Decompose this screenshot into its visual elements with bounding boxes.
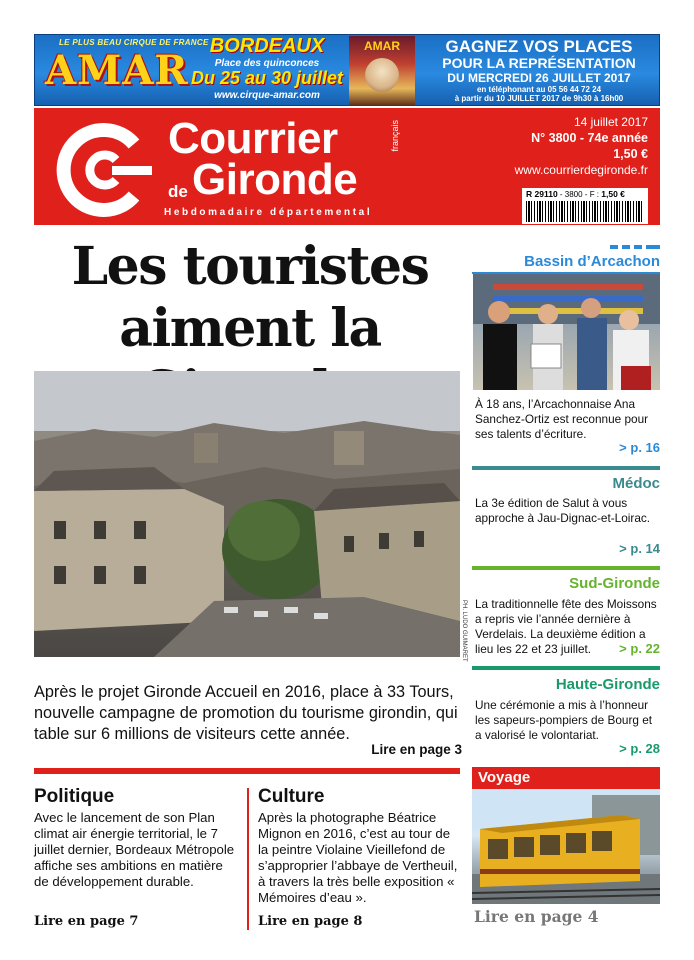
politique-body: Avec le lancement de son Plan climat air énergie territorial, le 7 juillet dernier, Bordeaux Métropole affiche ses ambitions en matière de développement durable. [34,810,235,889]
brand-subtitle: Hebdomadaire départemental [164,207,373,218]
lead-paragraph: Après le projet Gironde Accueil en 2016, place à 33 Tours, nouvelle campagne de promotion du tourisme girondin, qui table sur 6 millions de visiteurs cette année. [34,683,458,743]
sud-gironde-rule [472,566,660,570]
sud-gironde-page-link[interactable]: > p. 22 [619,641,660,656]
culture-read-more-link[interactable]: Lire en page 8 [258,914,363,929]
issue-number: N° 3800 - 74e année [531,131,648,145]
headline-line1: Les touristes [71,236,429,297]
ad-city: BORDEAUX [209,35,325,57]
ad-dates: Du 25 au 30 juillet [190,68,344,88]
masthead [34,108,660,225]
medoc-rule [472,466,660,470]
arcachon-photo-bookstore [473,274,660,390]
sud-gironde-body: La traditionnelle fête des Moissons a repris vie l’année dernière à Verdelais. La deuxième édition a lieu les 22 et 23 juillet. [475,597,657,656]
ad-place: Place des quinconces [214,58,320,69]
barcode-rest: - 3800 - F : [557,190,602,199]
haute-gironde-page-link[interactable]: > p. 28 [619,741,660,756]
medoc-page-link[interactable]: > p. 14 [619,541,660,556]
voyage-title: Voyage [478,769,531,786]
issue-info [515,114,648,178]
barcode-price: 1,50 € [601,189,625,199]
sud-gironde-title: Sud-Gironde [569,575,660,592]
brand-courrier: Courrier [168,114,338,163]
town-rooftops-illustration [34,371,460,657]
politique-title: Politique [34,786,115,807]
ad-tagline: LE PLUS BEAU CIRQUE DE FRANCE [59,38,209,47]
main-photo-saint-emilion [34,371,460,657]
advertisement-banner[interactable] [34,34,660,106]
voyage-read-more-link[interactable]: Lire en page 4 [474,907,599,926]
voyage-photo-tram [472,789,660,904]
arcachon-top-dashes [472,245,660,249]
arcachon-title: Bassin d’Arcachon [524,253,660,270]
arcachon-body: À 18 ans, l’Arcachonnaise Ana Sanchez-Ortiz est reconnue pour ses talents d’écriture. [475,397,649,441]
culture-title: Culture [258,786,325,807]
section-divider [34,768,460,774]
brand-language: français [390,120,400,152]
arcachon-page-link[interactable]: > p. 16 [619,440,660,455]
headline-line2: aiment la [119,298,381,359]
haute-gironde-rule [472,666,660,670]
people-illustration [473,274,660,390]
photo-credit: PH. LUDO GUIMARET [461,600,467,662]
ad-circus-block [35,35,347,106]
medoc-title: Médoc [612,475,660,492]
website-link[interactable]: www.courrierdegironde.fr [514,163,648,177]
column-divider [247,788,249,930]
ad-contest-line3: DU MERCREDI 26 JUILLET 2017 [447,71,631,85]
culture-body: Après la photographe Béatrice Mignon en 2016, c’est au tour de la peintre Violaine Vieillefond de s’approprier l’abbaye de Vertheuil, à travers la très belle exposition « Mémoires d’eau ». [258,810,458,905]
ad-contest-line1: GAGNEZ VOS PLACES [445,37,633,56]
ad-poster-title: AMAR [364,39,400,53]
issue-price: 1,50 € [613,147,648,161]
courrier-logo-icon [48,122,156,218]
barcode-bars [526,201,644,222]
ad-circus-logo: AMAR [45,47,189,94]
barcode [522,188,648,224]
elephant-illustration [365,58,399,92]
brand-de: de [168,182,188,201]
haute-gironde-body: Une cérémonie a mis à l’honneur les sapeurs-pompiers de Bourg et a valorisé le volontariat. [475,698,653,742]
medoc-body: La 3e édition de Salut à vous approche à Jau-Dignac-et-Loirac. [475,496,651,525]
ad-contest-line4: en téléphonant au 05 56 44 72 24 [476,85,602,94]
ad-poster-image [349,36,415,106]
politique-read-more-link[interactable]: Lire en page 7 [34,914,139,929]
barcode-text [526,189,625,199]
haute-gironde-title: Haute-Gironde [555,676,660,693]
ad-url[interactable]: www.cirque-amar.com [214,90,320,101]
ad-contest-line2: POUR LA REPRÉSENTATION [442,55,636,71]
tram-illustration [472,789,660,904]
barcode-code: R 29110 [526,189,558,199]
lead-read-more-link[interactable]: Lire en page 3 [371,742,462,757]
brand-gironde: Gironde [192,155,358,204]
ad-contest-line5: à partir du 10 JUILLET 2017 de 9h30 à 16h00 [454,94,624,103]
issue-date: 14 juillet 2017 [573,115,648,129]
ad-contest-block [417,35,660,106]
